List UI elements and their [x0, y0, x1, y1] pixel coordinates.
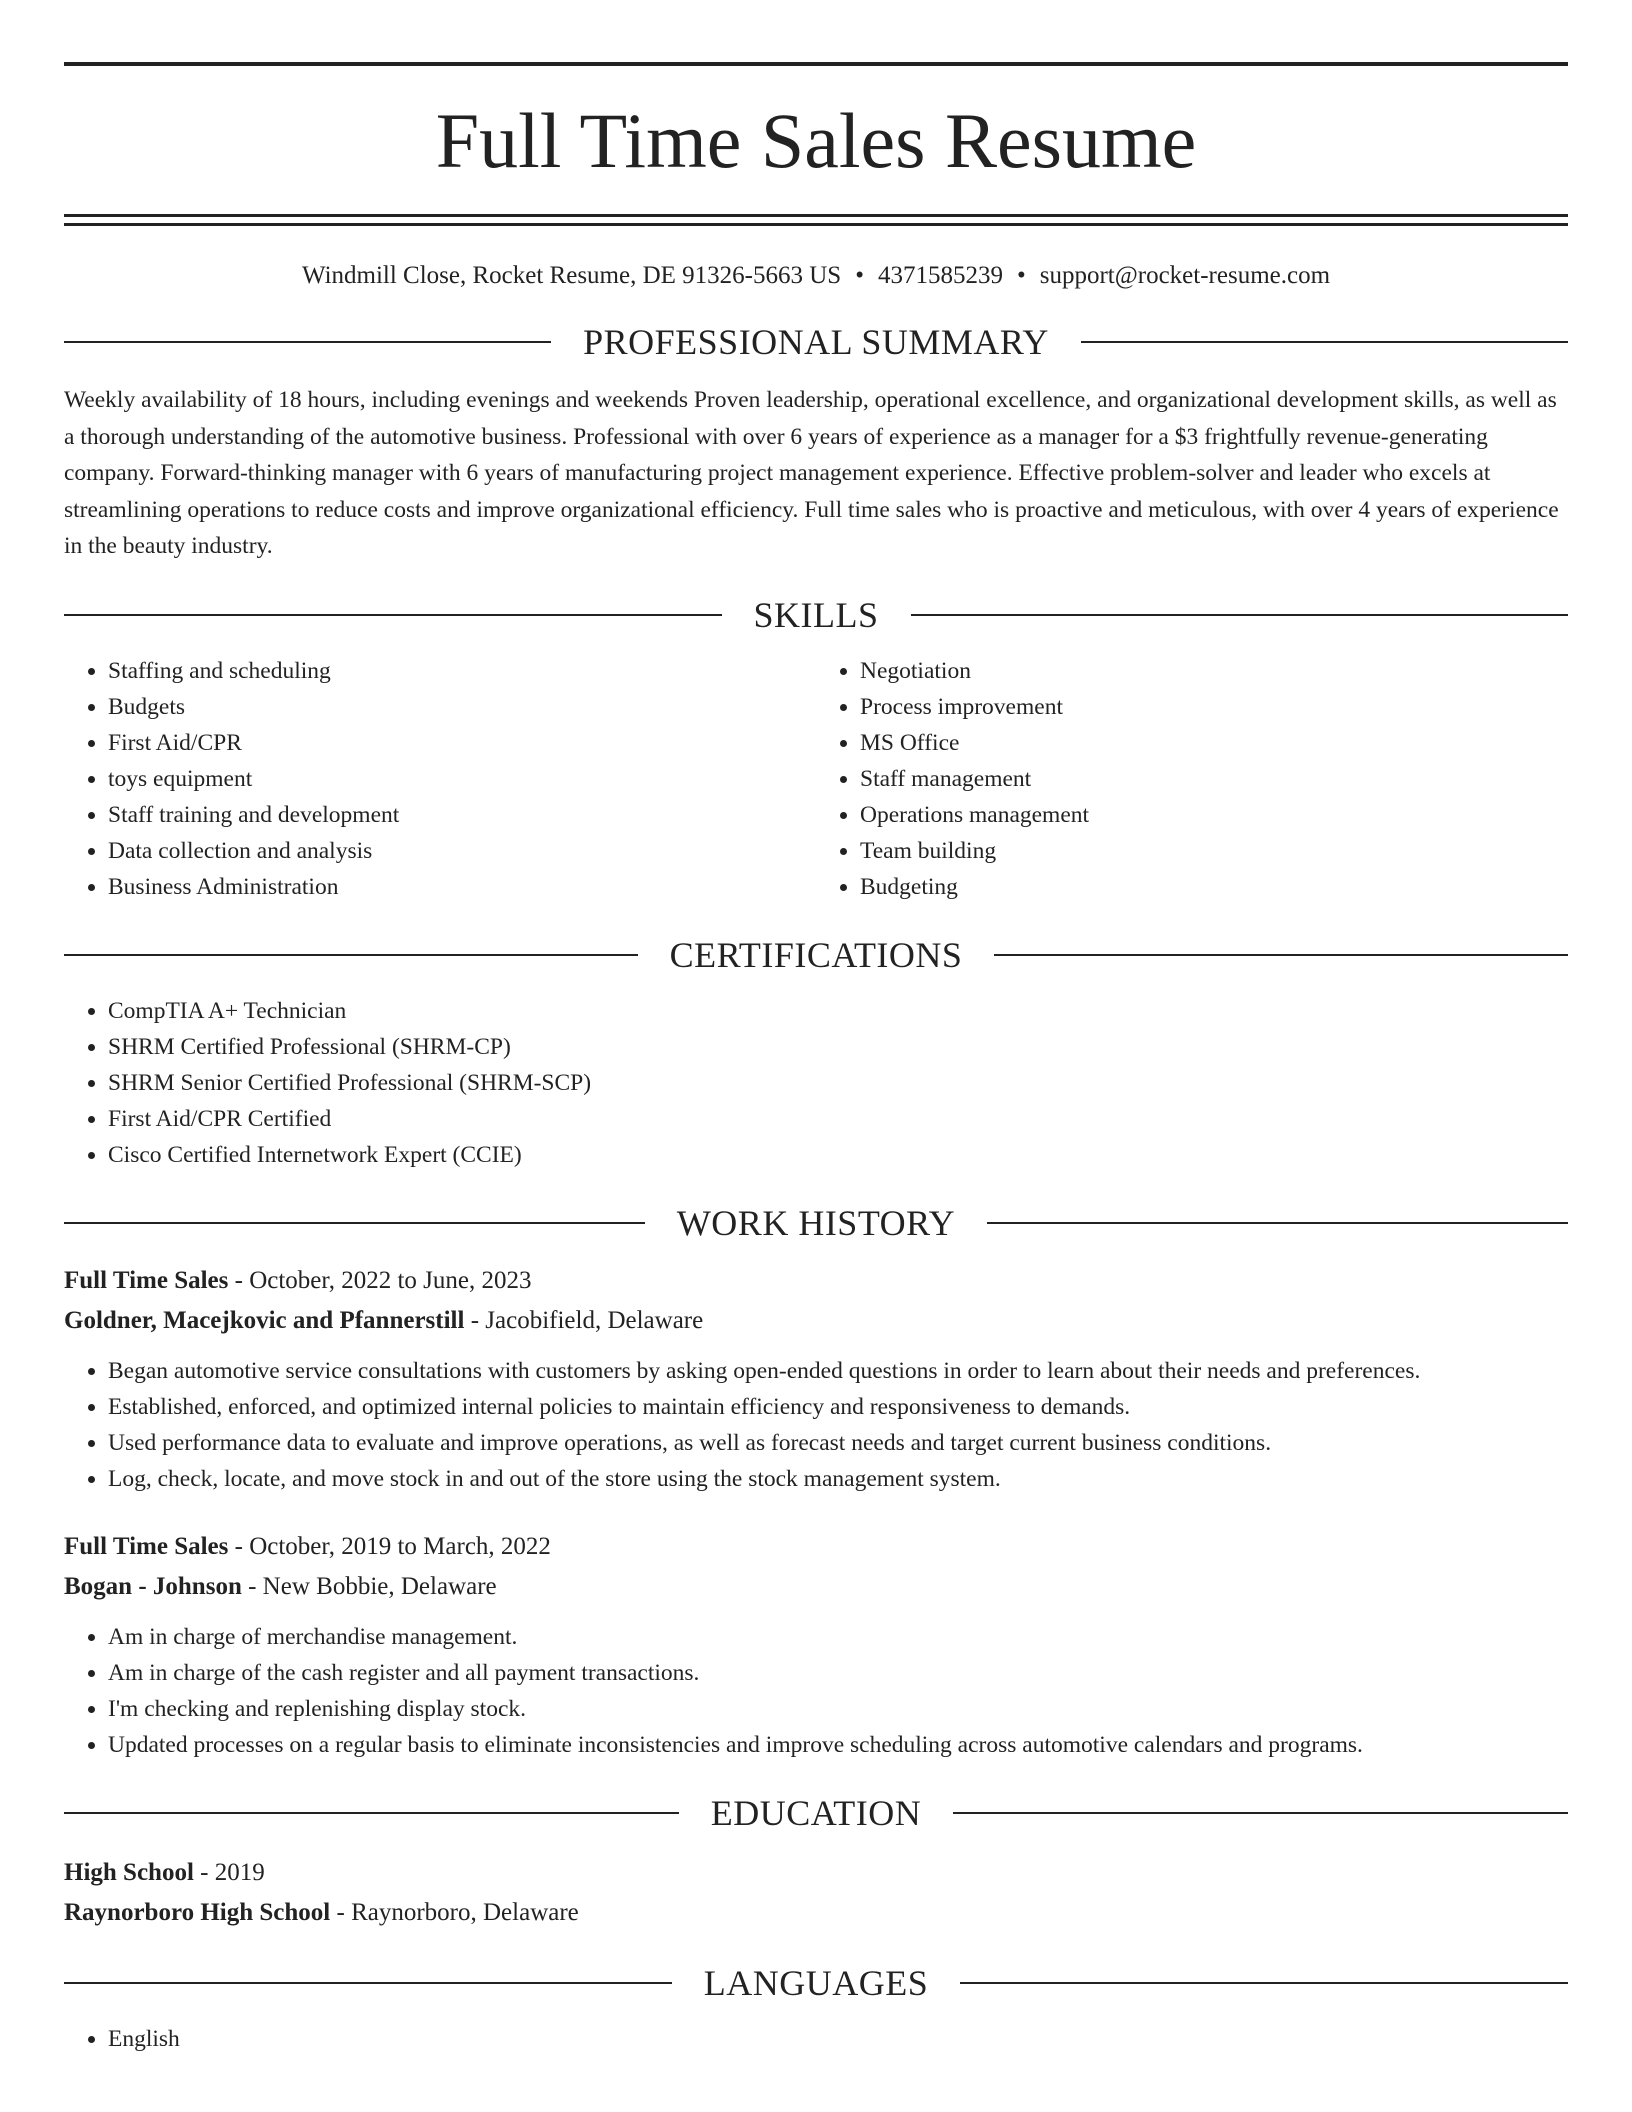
skill-item: • Operations management: [860, 797, 1568, 833]
section-heading-skills: [64, 593, 1568, 637]
job-title-line: [64, 1261, 1568, 1301]
heading-rule: [1081, 341, 1568, 343]
heading-rule: [64, 1222, 645, 1224]
section-title: SKILLS: [753, 594, 879, 635]
education-location: - Raynorboro, Delaware: [330, 1898, 579, 1926]
certification-item: • Cisco Certified Internetwork Expert (CCIE): [108, 1137, 1568, 1173]
skill-item: • First Aid/CPR: [108, 725, 816, 761]
job-duty: • Am in charge of merchandise management.: [108, 1619, 1568, 1655]
education-entry: [64, 1853, 1568, 1933]
languages-list: [64, 2021, 1568, 2057]
job-duty: • Established, enforced, and optimized internal policies to maintain efficiency and responsiveness to demands.: [108, 1389, 1568, 1425]
job-duties: [64, 1353, 1568, 1497]
certification-item: • CompTIA A+ Technician: [108, 993, 1568, 1029]
job-company: Goldner, Macejkovic and Pfannerstill: [64, 1306, 465, 1334]
job-company-line: [64, 1301, 1568, 1341]
skill-item: • Staff management: [860, 761, 1568, 797]
job-duty: • Used performance data to evaluate and improve operations, as well as forecast needs and target current business conditions.: [108, 1425, 1568, 1461]
section-heading-work-history: [64, 1201, 1568, 1245]
skills-column-right: [816, 653, 1568, 905]
heading-rule: [64, 954, 638, 956]
section-heading-summary: [64, 320, 1568, 364]
heading-rule: [64, 341, 551, 343]
skills-list: [64, 653, 1568, 905]
certification-item: • First Aid/CPR Certified: [108, 1101, 1568, 1137]
education-school: Raynorboro High School: [64, 1898, 331, 1926]
contact-line: [64, 260, 1568, 292]
heading-rule: [953, 1812, 1568, 1814]
heading-rule: [987, 1222, 1568, 1224]
job-dates: - October, 2019 to March, 2022: [228, 1532, 551, 1560]
job-title: Full Time Sales: [64, 1532, 229, 1560]
certification-item: • SHRM Certified Professional (SHRM-CP): [108, 1029, 1568, 1065]
education-degree-line: [64, 1853, 1568, 1893]
section-title: CERTIFICATIONS: [669, 934, 963, 975]
skill-item: • Budgets: [108, 689, 816, 725]
contact-separator: •: [1016, 262, 1026, 289]
job-title-line: [64, 1527, 1568, 1567]
skill-item: • Data collection and analysis: [108, 833, 816, 869]
summary-paragraph: Weekly availability of 18 hours, including evenings and weekends Proven leadership, operational excellence, and organizational development skills, as well as a thorough understanding of the automotive business. Professional with over 6 years of experience as a manager for a $3 frightfully revenue-generating company. Forward-thinking manager with 6 years of manufacturing project management experience. Effective problem-solver and leader who excels at streamlining operations to reduce costs and improve organizational efficiency. Full time sales who is proactive and meticulous, with over 4 years of experience in the beauty industry.: [64, 387, 1559, 559]
job-location: - New Bobbie, Delaware: [241, 1572, 497, 1600]
education-year: - 2019: [193, 1858, 265, 1886]
section-title: LANGUAGES: [703, 1962, 929, 2003]
skill-item: • Team building: [860, 833, 1568, 869]
heading-rule: [64, 614, 722, 616]
section-heading-languages: [64, 1961, 1568, 2005]
skill-item: • Negotiation: [860, 653, 1568, 689]
job-entry: [64, 1527, 1568, 1763]
skill-item: • Process improvement: [860, 689, 1568, 725]
section-title: WORK HISTORY: [676, 1202, 956, 1243]
contact-address: Windmill Close, Rocket Resume, DE 91326-5663 US: [301, 262, 842, 289]
job-duty: • Updated processes on a regular basis to eliminate inconsistencies and improve scheduling across automotive calendars and programs.: [108, 1727, 1568, 1763]
section-heading-education: [64, 1791, 1568, 1835]
skill-item: • toys equipment: [108, 761, 816, 797]
skill-item: • Staff training and development: [108, 797, 816, 833]
section-title: EDUCATION: [710, 1792, 922, 1833]
job-duties: [64, 1619, 1568, 1763]
education-school-line: [64, 1893, 1568, 1933]
heading-rule: [64, 1982, 672, 1984]
job-duty: • Am in charge of the cash register and all payment transactions.: [108, 1655, 1568, 1691]
job-company-line: [64, 1567, 1568, 1607]
job-duty: • Log, check, locate, and move stock in and out of the store using the stock management system.: [108, 1461, 1568, 1497]
contact-email: support@rocket-resume.com: [1039, 262, 1331, 289]
education-degree: High School: [64, 1858, 194, 1886]
job-duty: • I'm checking and replenishing display stock.: [108, 1691, 1568, 1727]
heading-rule: [911, 614, 1569, 616]
job-title: Full Time Sales: [64, 1266, 229, 1294]
certification-item: • SHRM Senior Certified Professional (SHRM-SCP): [108, 1065, 1568, 1101]
skill-item: • Business Administration: [108, 869, 816, 905]
contact-phone: 4371585239: [877, 262, 1003, 289]
contact-separator: •: [855, 262, 864, 289]
language-item: • English: [108, 2021, 1568, 2057]
title-double-rule: [64, 214, 1568, 226]
skills-column-left: [64, 653, 816, 905]
skill-item: • MS Office: [860, 725, 1568, 761]
job-duty: • Began automotive service consultations with customers by asking open-ended questions in order to learn about their needs and preferences.: [108, 1353, 1568, 1389]
skill-item: • Budgeting: [860, 869, 1568, 905]
heading-rule: [64, 1812, 679, 1814]
job-company: Bogan - Johnson: [64, 1572, 242, 1600]
job-location: - Jacobifield, Delaware: [464, 1306, 704, 1334]
resume-title: Full Time Sales Resume: [435, 97, 1197, 184]
skill-item: • Staffing and scheduling: [108, 653, 816, 689]
heading-rule: [960, 1982, 1568, 1984]
section-heading-certifications: [64, 933, 1568, 977]
certifications-list: [64, 993, 1568, 1173]
top-rule: [64, 62, 1568, 66]
heading-rule: [994, 954, 1568, 956]
section-title: PROFESSIONAL SUMMARY: [583, 322, 1049, 362]
job-dates: - October, 2022 to June, 2023: [228, 1266, 532, 1294]
job-entry: [64, 1261, 1568, 1497]
